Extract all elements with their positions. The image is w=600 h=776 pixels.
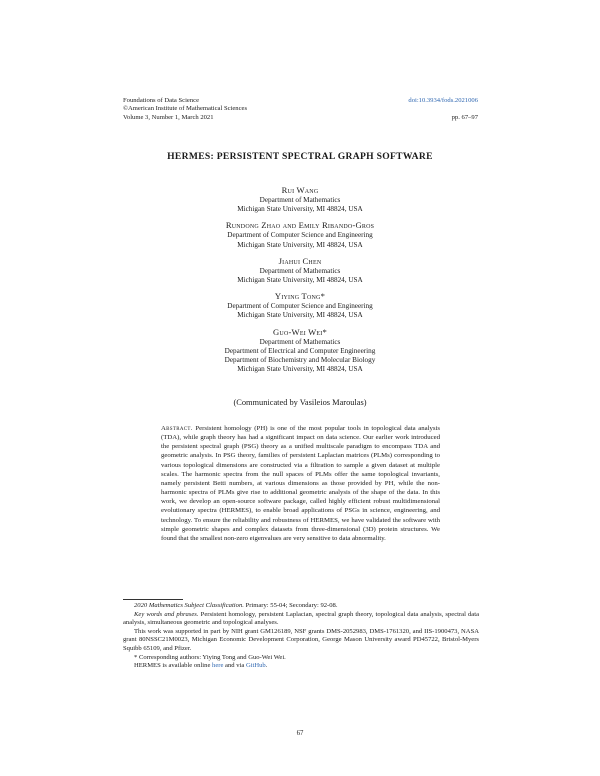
msc-footnote bbox=[123, 602, 479, 611]
affiliation-line: Michigan State University, MI 48824, USA bbox=[237, 240, 363, 249]
msc-text: Primary: 55-04; Secondary: 92-08. bbox=[245, 602, 338, 609]
msc-label: 2020 Mathematics Subject Classification. bbox=[134, 602, 244, 609]
keywords-text: Persistent homology, persistent Laplacian, spectral graph theory, topological data analysis, spectral data analysis, simultaneous geometric and topological analyses. bbox=[123, 610, 479, 627]
keywords-footnote bbox=[123, 611, 479, 628]
communicated-by: (Communicated by Vasileios Maroulas) bbox=[233, 398, 367, 407]
publisher-line: ©American Institute of Mathematical Sciences bbox=[123, 105, 248, 113]
author-list bbox=[0, 185, 600, 380]
abstract bbox=[161, 424, 440, 543]
affiliation-line: Department of Biochemistry and Molecular Biology bbox=[224, 356, 376, 365]
page-range: pp. 67–97 bbox=[451, 113, 478, 121]
here-link[interactable]: here bbox=[212, 662, 224, 670]
affiliation-line: Department of Mathematics bbox=[259, 337, 341, 346]
affiliation-line: Department of Computer Science and Engineering bbox=[227, 231, 373, 240]
availability-period: . bbox=[265, 662, 268, 670]
doi-link[interactable]: doi:10.3934/fods.2021006 bbox=[408, 97, 478, 104]
author-name: Rundong Zhao and Emily Ribando-Gros bbox=[225, 220, 375, 231]
affiliation-line: Michigan State University, MI 48824, USA bbox=[237, 205, 363, 214]
page-number: 67 bbox=[296, 730, 304, 737]
github-link[interactable]: GitHub bbox=[245, 662, 266, 670]
and-via-text: and via bbox=[225, 662, 245, 670]
affiliation-line: Department of Mathematics bbox=[259, 266, 341, 275]
author-name: Yiying Tong* bbox=[274, 291, 326, 302]
journal-name: Foundations of Data Science bbox=[123, 97, 199, 104]
footnote-rule bbox=[123, 599, 183, 600]
abstract-text: Persistent homology (PH) is one of the most popular tools in topological data analysis (TDA), while graph theory has had a significant impact on data science. Our earlier work introduced the persistent spectral graph (PSG) theory as a unified multiscale paradigm to encompass TDA and geometric analysis. In PSG theory, families of persistent Laplacian matrices (PLMs) corresponding to various topological dimensions are constructed via a filtration to sample a given dataset at multiple scales. The harmonic spectra from the null spaces of PLMs offer the same topological invariants, namely persistent Betti numbers, at various dimensions as those provided by PH, while the non-harmonic spectra of PLMs give rise to additional geometric analysis of the shape of the data. In this work, we develop an open-source software package, called highly efficient robust multidimensional evolutionary spectra (HERMES), to enable broad applications of PSGs in science, engineering, and technology. To ensure the reliability and robustness of HERMES, we have validated the software with simple geometric shapes and complex datasets from three-dimensional (3D) protein structures. We found that the smallest non-zero eigenvalues are very sensitive to data abnormality. bbox=[161, 425, 440, 542]
volume-line: Volume 3, Number 1, March 2021 bbox=[123, 113, 214, 121]
availability-prefix: HERMES is available online bbox=[134, 662, 211, 670]
availability-footnote bbox=[123, 662, 479, 671]
author-block bbox=[0, 291, 600, 320]
corresponding-footnote: * Corresponding authors: Yiying Tong and Guo-Wei Wei. bbox=[134, 653, 286, 661]
keywords-label: Key words and phrases. bbox=[134, 610, 199, 618]
author-block bbox=[0, 327, 600, 375]
affiliation-line: Michigan State University, MI 48824, USA bbox=[237, 276, 363, 285]
author-name: Rui Wang bbox=[281, 185, 319, 195]
affiliation-line: Department of Electrical and Computer Engineering bbox=[224, 346, 376, 355]
author-name: Jiahui Chen bbox=[278, 255, 322, 266]
footnotes bbox=[123, 602, 479, 671]
journal-header bbox=[123, 97, 478, 122]
author-block bbox=[0, 185, 600, 214]
affiliation-line: Michigan State University, MI 48824, USA bbox=[237, 311, 363, 320]
author-name: Guo-Wei Wei* bbox=[273, 326, 327, 337]
author-block bbox=[0, 256, 600, 285]
abstract-label: Abstract. bbox=[161, 425, 193, 432]
affiliation-line: Department of Computer Science and Engineering bbox=[227, 302, 373, 311]
affiliation-line: Michigan State University, MI 48824, USA bbox=[237, 365, 363, 374]
author-block bbox=[0, 220, 600, 249]
support-footnote: This work was supported in part by NIH grant GM126189, NSF grants DMS-2052983, DMS-1761320, and IIS-1900473, NASA grant 80NSSC21M0023, Michigan Economic Development Corporation, George Mason University award PD45722, Bristol-Myers Squibb 65109, and Pfizer. bbox=[123, 627, 479, 652]
paper-title: HERMES: PERSISTENT SPECTRAL GRAPH SOFTWARE bbox=[167, 151, 433, 162]
affiliation-line: Department of Mathematics bbox=[259, 196, 341, 204]
